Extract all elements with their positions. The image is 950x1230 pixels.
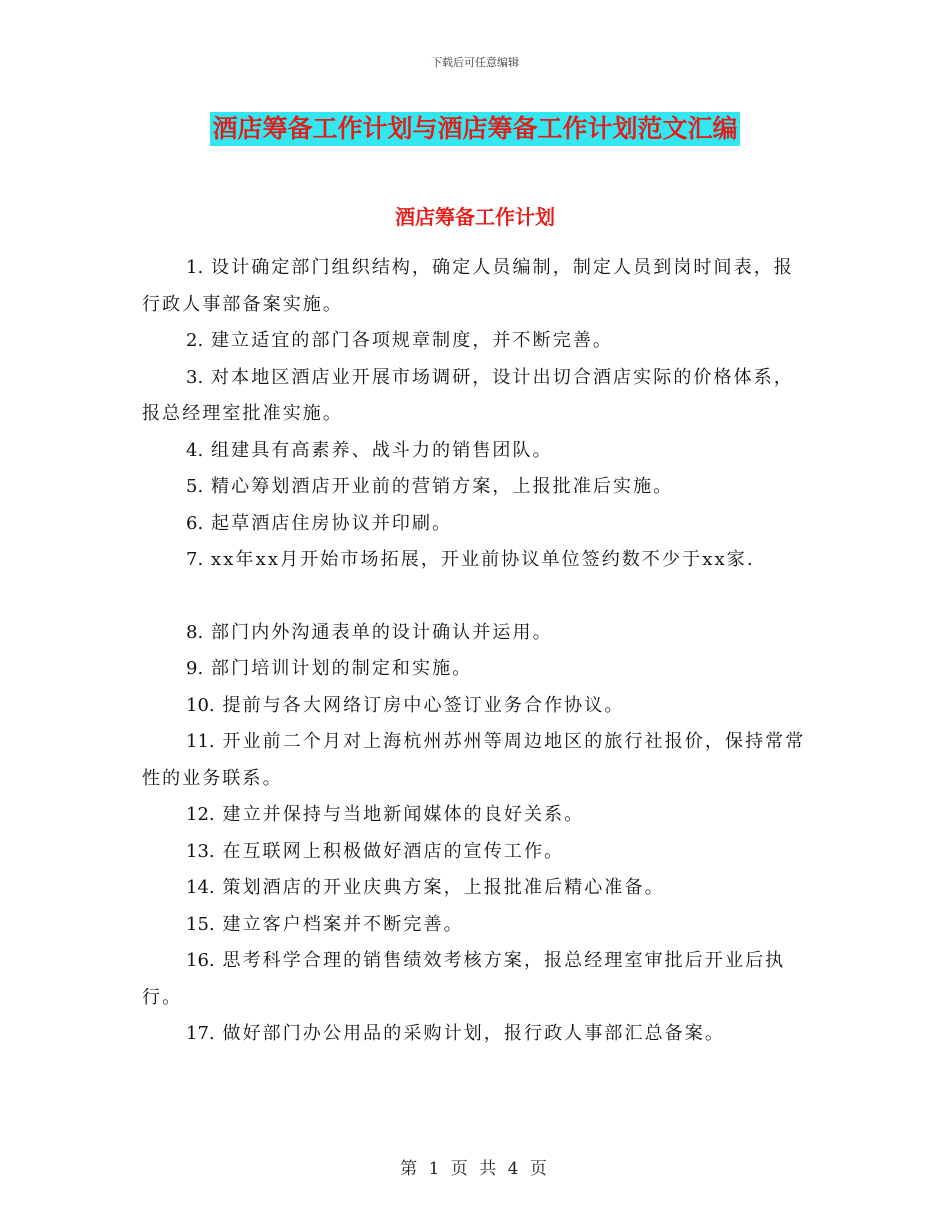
main-title: 酒店筹备工作计划与酒店筹备工作计划范文汇编 (210, 112, 739, 146)
item-text: 提前与各大网络订房中心签订业务合作协议。 (222, 694, 625, 716)
list-item (142, 834, 812, 871)
list-item (142, 907, 812, 944)
item-number: 9. (186, 658, 204, 679)
item-text: 设计确定部门组织结构，确定人员编制，制定人员到岗时间表，报行政人事部备案实施。 (142, 257, 794, 315)
list-item (142, 870, 812, 907)
header-note: 下载后可任意编辑 (431, 56, 519, 69)
list-item (142, 542, 812, 579)
item-number: 15. (186, 913, 215, 935)
item-text: xx年xx月开始市场拓展，开业前协议单位签约数不少于xx家. (211, 549, 755, 570)
item-number: 10. (186, 694, 215, 716)
item-text: 建立并保持与当地新闻媒体的良好关系。 (222, 804, 585, 825)
item-number: 13. (186, 840, 215, 862)
item-text: 思考科学合理的销售绩效考核方案，报总经理室审批后开业后执行。 (142, 950, 786, 1008)
list-item (142, 688, 812, 725)
item-number: 2. (186, 330, 204, 351)
item-text: 建立客户档案并不断完善。 (222, 913, 464, 935)
item-text: 部门内外沟通表单的设计确认并运用。 (211, 621, 553, 643)
item-number: 17. (186, 1023, 215, 1044)
item-number: 12. (186, 804, 215, 825)
list-item (142, 651, 812, 688)
item-text: 对本地区酒店业开展市场调研，设计出切合酒店实际的价格体系，报总经理室批准实施。 (142, 366, 794, 424)
list-item (142, 943, 812, 1016)
item-text: 部门培训计划的制定和实施。 (211, 658, 473, 679)
item-number: 16. (186, 950, 215, 971)
item-number: 5. (186, 476, 204, 497)
item-number: 7. (186, 549, 204, 570)
list-item (142, 615, 812, 652)
list-item (142, 506, 812, 543)
item-number: 14. (186, 877, 215, 898)
item-number: 1. (186, 257, 204, 278)
list-item (142, 724, 812, 797)
item-text: 开业前二个月对上海杭州苏州等周边地区的旅行社报价，保持常常性的业务联系。 (142, 731, 806, 789)
list-item (142, 360, 812, 433)
item-text: 起草酒店住房协议并印刷。 (211, 512, 453, 534)
item-number: 4. (186, 439, 204, 461)
main-title-wrap (0, 112, 950, 146)
section-title: 酒店筹备工作计划 (395, 205, 555, 229)
item-text: 组建具有高素养、战斗力的销售团队。 (211, 439, 553, 461)
item-text: 策划酒店的开业庆典方案，上报批准后精心准备。 (222, 877, 665, 898)
item-number: 6. (186, 512, 204, 534)
list-item (142, 433, 812, 470)
item-number: 11. (186, 731, 215, 752)
item-number: 3. (186, 366, 204, 388)
plan-item-list (142, 250, 812, 1053)
item-text: 精心筹划酒店开业前的营销方案，上报批准后实施。 (211, 476, 674, 497)
item-text: 在互联网上积极做好酒店的宣传工作。 (222, 840, 565, 862)
item-number: 8. (186, 621, 204, 643)
list-item (142, 469, 812, 506)
page-footer: 第 1 页 共 4 页 (400, 1159, 550, 1179)
list-item (142, 323, 812, 360)
list-item (142, 250, 812, 323)
item-text: 建立适宜的部门各项规章制度，并不断完善。 (211, 330, 614, 351)
item-text: 做好部门办公用品的采购计划，报行政人事部汇总备案。 (222, 1023, 725, 1044)
list-item (142, 1016, 812, 1053)
list-item (142, 797, 812, 834)
